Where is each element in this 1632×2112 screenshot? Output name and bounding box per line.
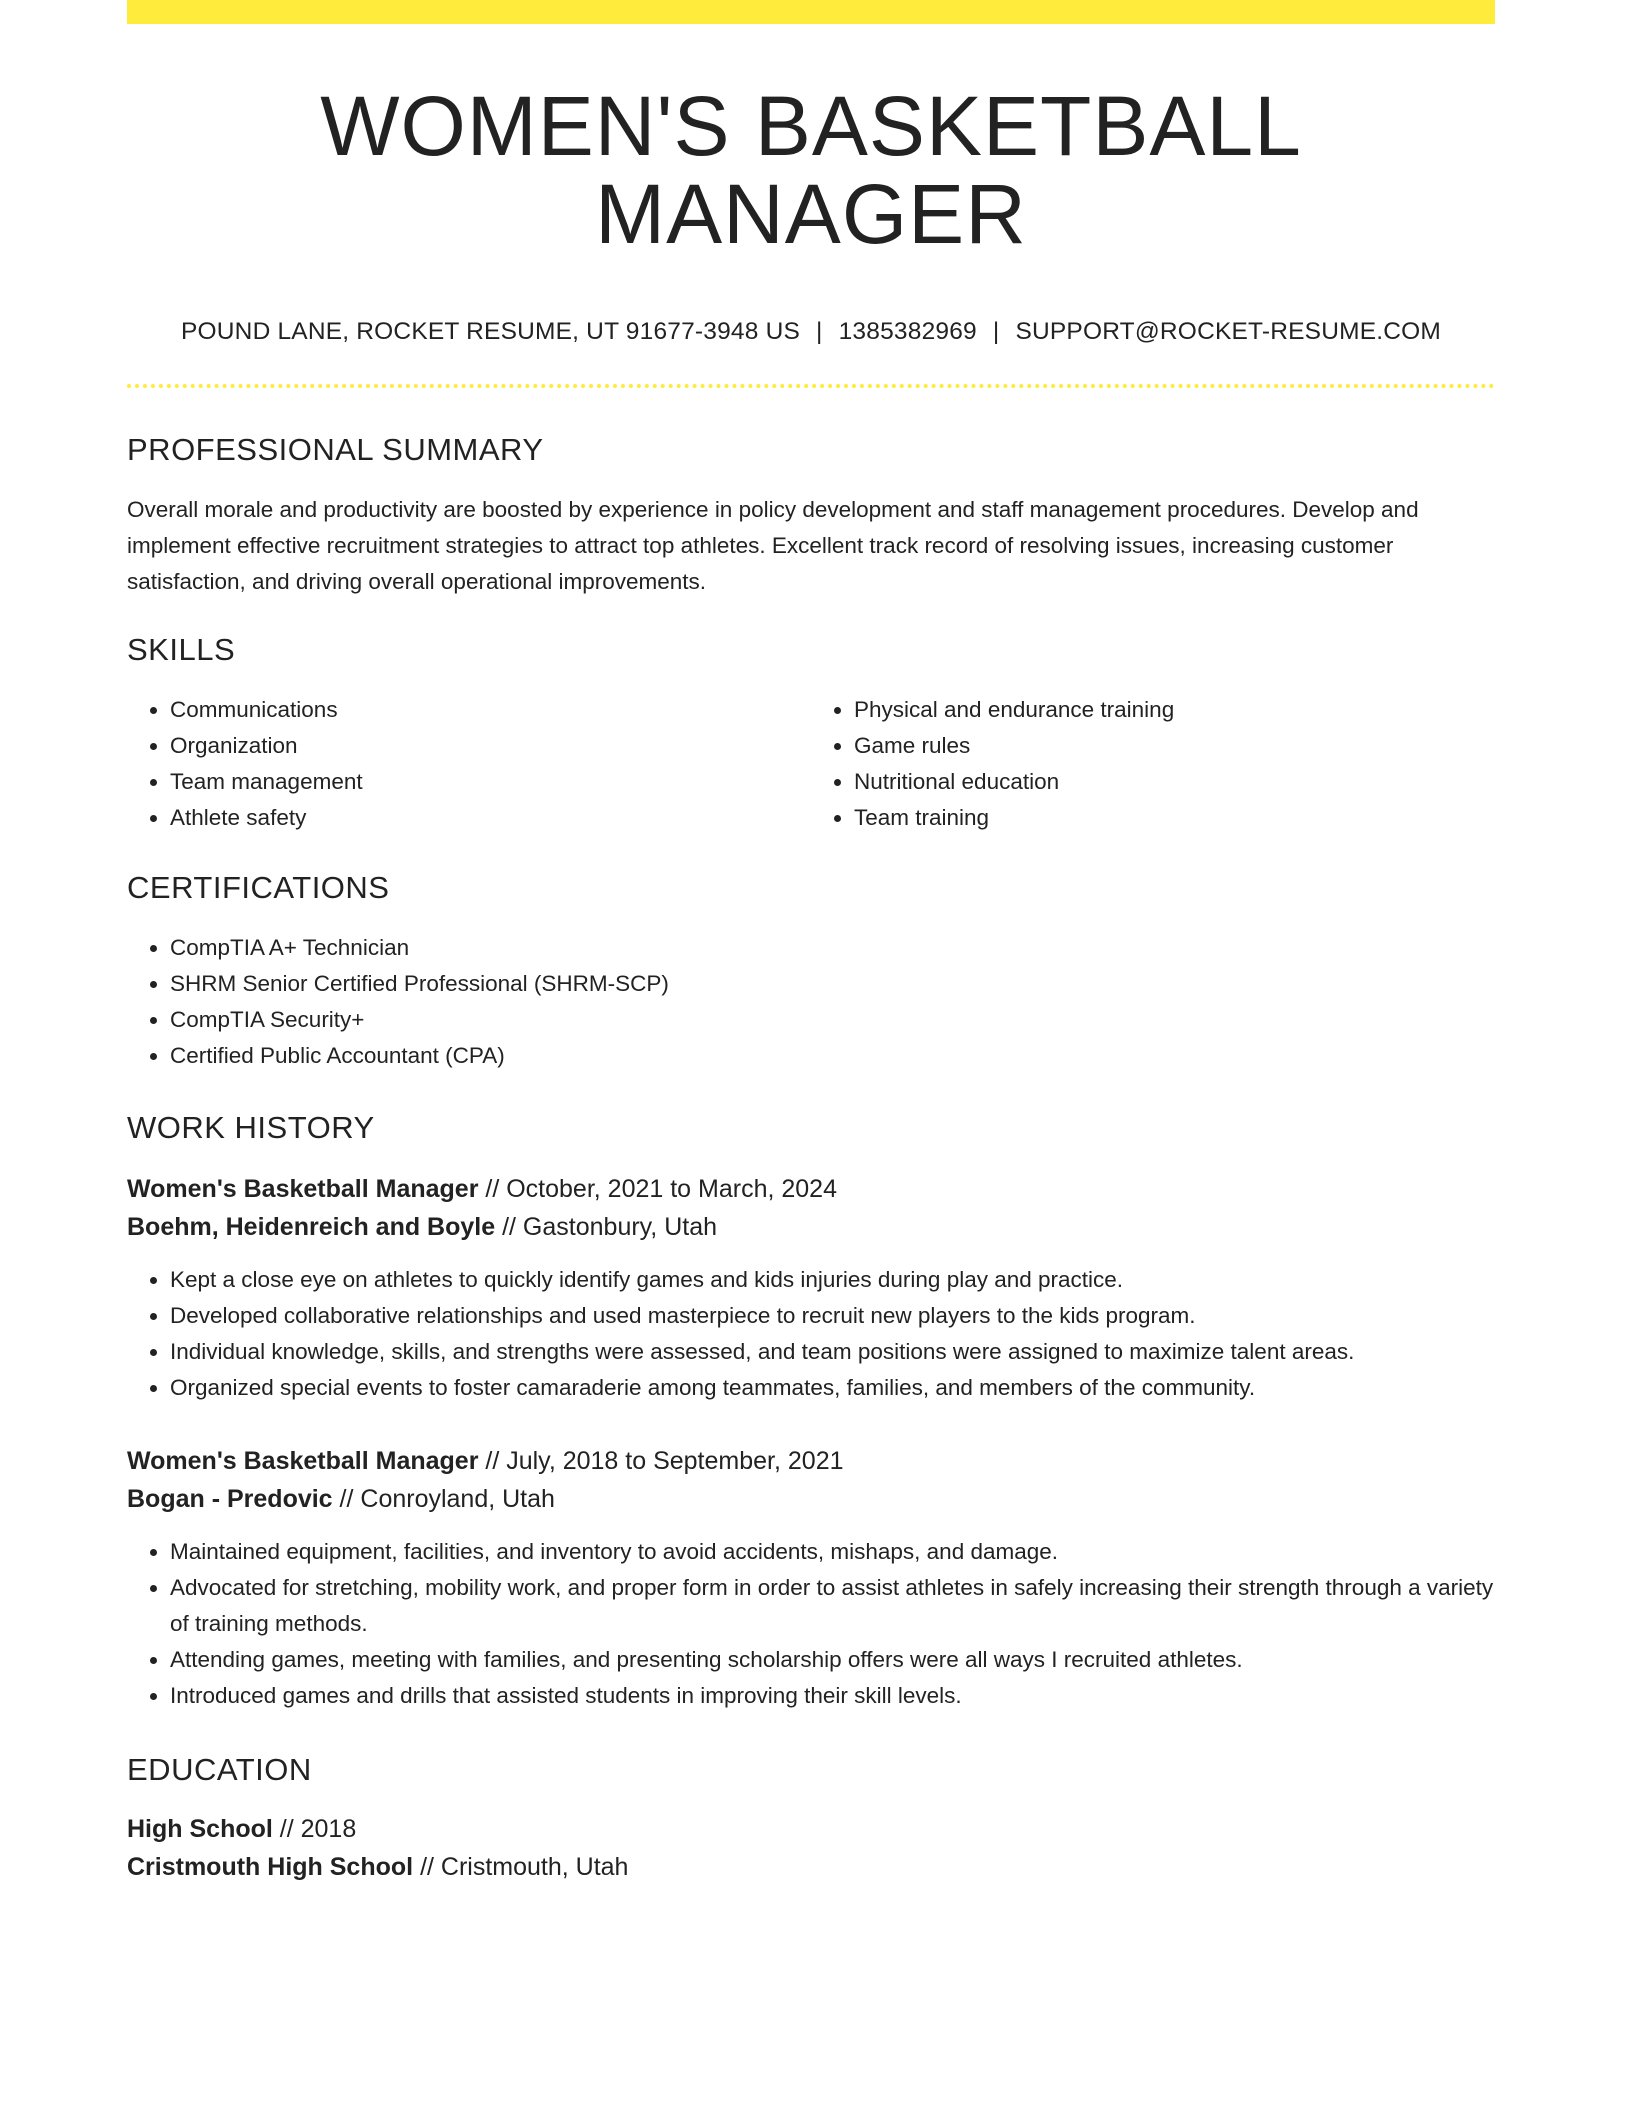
work-history-heading: WORK HISTORY xyxy=(127,1110,375,1146)
job-bullet: • Developed collaborative relationships and used masterpiece to recruit new players to the kids program. xyxy=(170,1298,1495,1334)
skill-item: • Communications xyxy=(170,692,811,728)
job-company-line xyxy=(127,1208,1495,1246)
contact-separator: | xyxy=(816,318,823,346)
resume-name: WOMEN'S BASKETBALL MANAGER xyxy=(320,79,1302,262)
education-degree-line xyxy=(127,1810,1495,1848)
certifications-list xyxy=(127,930,1495,1074)
skill-item: • Athlete safety xyxy=(170,800,811,836)
accent-bar xyxy=(127,0,1495,24)
skill-item: • Game rules xyxy=(854,728,1495,764)
contact-address: POUND LANE, ROCKET RESUME, UT 91677-3948 US xyxy=(180,318,801,346)
skills-list-right xyxy=(811,692,1495,836)
certification-item: • Certified Public Accountant (CPA) xyxy=(170,1038,1495,1074)
job-bullet: • Advocated for stretching, mobility work, and proper form in order to assist athletes in safely increasing their strength through a variety of training methods. xyxy=(170,1570,1495,1642)
resume-page xyxy=(127,0,1495,1886)
job-bullet: • Individual knowledge, skills, and strengths were assessed, and team positions were assigned to maximize talent areas. xyxy=(170,1334,1495,1370)
education-degree: High School xyxy=(127,1815,273,1844)
job-bullets xyxy=(127,1534,1495,1714)
contact-phone: 1385382969 xyxy=(838,318,977,346)
skill-item: • Physical and endurance training xyxy=(854,692,1495,728)
education-year: // 2018 xyxy=(279,1815,357,1844)
job-role-line xyxy=(127,1442,1495,1480)
job-company: Boehm, Heidenreich and Boyle xyxy=(127,1213,496,1242)
education-entry xyxy=(127,1810,1495,1886)
contact-email[interactable]: SUPPORT@ROCKET-RESUME.COM xyxy=(1015,318,1441,346)
skills-columns xyxy=(127,692,1495,836)
education-school-line xyxy=(127,1848,1495,1886)
job-dates: // October, 2021 to March, 2024 xyxy=(485,1175,837,1204)
summary-text: Overall morale and productivity are boosted by experience in policy development and staff management procedures. Develop and implement effective recruitment strategies to attract top athletes. Excellent track record of resolving issues, increasing customer satisfaction, and driving overall operational improvements. xyxy=(127,497,1419,595)
certifications-heading: CERTIFICATIONS xyxy=(127,870,390,906)
job-bullet: • Kept a close eye on athletes to quickly identify games and kids injuries during play and practice. xyxy=(170,1262,1495,1298)
job-company-line xyxy=(127,1480,1495,1518)
job-dates: // July, 2018 to September, 2021 xyxy=(485,1447,844,1476)
job-location: // Gastonbury, Utah xyxy=(502,1213,718,1242)
education-heading: EDUCATION xyxy=(127,1752,312,1788)
job-role-line xyxy=(127,1170,1495,1208)
job-role: Women's Basketball Manager xyxy=(127,1447,479,1476)
job-bullets xyxy=(127,1262,1495,1406)
job-bullet: • Maintained equipment, facilities, and inventory to avoid accidents, mishaps, and damage. xyxy=(170,1534,1495,1570)
job-entry xyxy=(127,1170,1495,1406)
skill-item: • Team management xyxy=(170,764,811,800)
education-location: // Cristmouth, Utah xyxy=(420,1853,629,1882)
certification-item: • SHRM Senior Certified Professional (SHRM-SCP) xyxy=(170,966,1495,1002)
skill-item: • Team training xyxy=(854,800,1495,836)
job-bullet: • Organized special events to foster camaraderie among teammates, families, and members of the community. xyxy=(170,1370,1495,1406)
job-role: Women's Basketball Manager xyxy=(127,1175,479,1204)
certification-item: • CompTIA Security+ xyxy=(170,1002,1495,1038)
job-location: // Conroyland, Utah xyxy=(339,1485,555,1514)
contact-separator: | xyxy=(992,318,1000,346)
skill-item: • Nutritional education xyxy=(854,764,1495,800)
job-bullet: • Introduced games and drills that assisted students in improving their skill levels. xyxy=(170,1678,1495,1714)
education-school: Cristmouth High School xyxy=(127,1853,414,1882)
job-bullet: • Attending games, meeting with families, and presenting scholarship offers were all ways I recruited athletes. xyxy=(170,1642,1495,1678)
contact-line xyxy=(127,318,1495,346)
job-entry xyxy=(127,1442,1495,1714)
skills-heading: SKILLS xyxy=(127,632,236,668)
job-company: Bogan - Predovic xyxy=(127,1485,333,1514)
skills-list-left xyxy=(127,692,811,836)
summary-heading: PROFESSIONAL SUMMARY xyxy=(127,432,544,468)
dotted-divider xyxy=(127,384,1495,388)
skill-item: • Organization xyxy=(170,728,811,764)
certification-item: • CompTIA A+ Technician xyxy=(170,930,1495,966)
